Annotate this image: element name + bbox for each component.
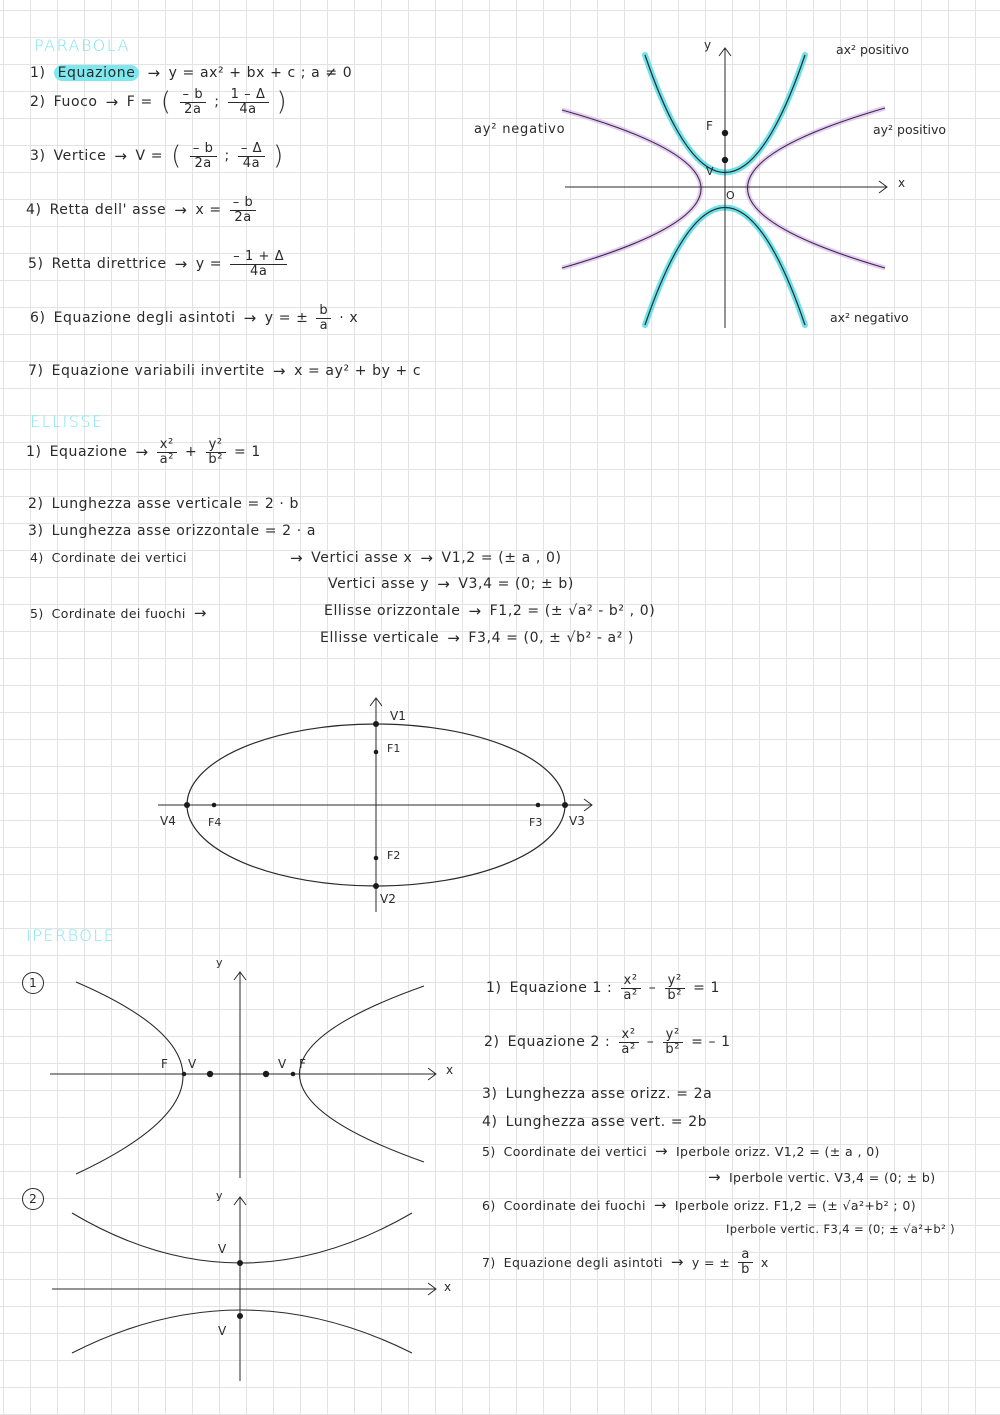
arrow-icon: → bbox=[272, 362, 287, 380]
fraction bbox=[180, 88, 207, 116]
item-number: 2) bbox=[28, 496, 44, 512]
formula-lhs: y = bbox=[195, 256, 223, 273]
ellisse-item-1 bbox=[26, 438, 261, 466]
numerator: y² bbox=[665, 974, 685, 989]
hyperbola-2-graph bbox=[40, 1185, 460, 1385]
fraction bbox=[230, 196, 257, 224]
item-number: 3) bbox=[482, 1086, 498, 1102]
item-number: 1) bbox=[486, 980, 502, 997]
f2-point bbox=[374, 856, 379, 861]
paren-open: ( bbox=[171, 141, 182, 172]
item-label: Coordinate dei vertici bbox=[503, 1143, 647, 1159]
arrow-icon: → bbox=[468, 602, 482, 620]
formula-lhs: V = bbox=[135, 148, 164, 165]
arrow-icon: → bbox=[243, 309, 257, 328]
fraction bbox=[316, 304, 331, 332]
ellisse-item-3 bbox=[28, 523, 316, 539]
arrow-icon: → bbox=[174, 201, 188, 220]
formula-lhs: F = bbox=[126, 94, 153, 111]
sub-text: Iperbole vertic. V3,4 = (0; ± b) bbox=[728, 1169, 936, 1185]
arrow-icon: → bbox=[105, 93, 119, 112]
v1-label: V1 bbox=[390, 709, 406, 723]
focus-label: F bbox=[706, 119, 713, 133]
iperbole-heading: IPERBOLE bbox=[26, 926, 116, 945]
v-left-label: V bbox=[188, 1057, 197, 1071]
parabola-graph bbox=[540, 30, 990, 340]
y-axis-label: y bbox=[704, 38, 712, 52]
item-text: Lunghezza asse orizz. = 2a bbox=[505, 1086, 713, 1102]
parabola-item-1 bbox=[30, 64, 352, 82]
item-label: Equazione bbox=[54, 65, 140, 81]
sub-label: Vertici asse x bbox=[311, 550, 413, 566]
numerator: x² bbox=[157, 438, 177, 453]
f4-label: F4 bbox=[208, 816, 222, 829]
numerator: x² bbox=[619, 1028, 639, 1043]
denominator: a² bbox=[623, 987, 638, 1003]
item-number: 4) bbox=[30, 550, 44, 565]
v-right-point bbox=[263, 1071, 269, 1077]
item-label: Equazione 1 : bbox=[509, 980, 613, 997]
item-label: Equazione degli asintoti bbox=[53, 310, 236, 327]
item-label: Retta dell' asse bbox=[49, 202, 167, 219]
fraction bbox=[190, 142, 217, 170]
v-bottom-label: V bbox=[218, 1324, 227, 1338]
arrow-icon: → bbox=[437, 575, 451, 593]
f4-point bbox=[212, 803, 217, 808]
x-axis-label: x bbox=[446, 1063, 454, 1077]
f-right-label: F bbox=[299, 1057, 306, 1071]
item-number: 3) bbox=[28, 523, 44, 539]
parabola-item-6 bbox=[30, 304, 358, 332]
parabola-item-5 bbox=[28, 250, 287, 278]
arrow-icon: → bbox=[654, 1142, 668, 1160]
arrow-icon: → bbox=[447, 629, 461, 647]
origin-label: O bbox=[726, 189, 735, 202]
v2-label: V2 bbox=[380, 892, 396, 906]
operator: – bbox=[648, 980, 657, 997]
item-label: Equazione degli asintoti bbox=[503, 1254, 663, 1270]
iperbole-item-1 bbox=[486, 974, 720, 1002]
fraction bbox=[228, 88, 269, 116]
numerator: a bbox=[738, 1248, 752, 1263]
formula-lhs: y = ± bbox=[691, 1254, 731, 1270]
denominator: a bbox=[319, 317, 329, 333]
v2-point bbox=[373, 883, 379, 889]
fraction bbox=[205, 438, 226, 466]
v-top-label: V bbox=[218, 1242, 227, 1256]
label-ay2-positive: ay² positivo bbox=[873, 122, 947, 137]
numerator: – Δ bbox=[238, 142, 265, 157]
v-bottom-point bbox=[237, 1313, 243, 1319]
sub-label: Ellisse orizzontale bbox=[324, 603, 461, 619]
item-label: Fuoco bbox=[53, 94, 98, 111]
arrow-icon: → bbox=[670, 1253, 684, 1272]
formula-rhs: x bbox=[760, 1254, 769, 1270]
item-number: 1) bbox=[30, 65, 46, 81]
f1-point bbox=[374, 750, 379, 755]
v-left-point bbox=[207, 1071, 213, 1077]
item-label: Cordinate dei fuochi bbox=[51, 605, 186, 621]
paren-open: ( bbox=[160, 87, 172, 118]
denominator: 4a bbox=[239, 101, 257, 117]
ellisse-heading: ELLISSE bbox=[30, 412, 104, 431]
fraction bbox=[738, 1248, 753, 1276]
ellisse-item-5 bbox=[30, 604, 207, 622]
separator: ; bbox=[214, 94, 220, 111]
f3-label: F3 bbox=[529, 816, 543, 829]
graph-2-marker: 2 bbox=[22, 1188, 44, 1210]
y-axis-label: y bbox=[216, 956, 223, 969]
sub-formula: V1,2 = (± a , 0) bbox=[441, 550, 562, 566]
f1-label: F1 bbox=[387, 742, 401, 755]
item-label: Equazione 2 : bbox=[507, 1034, 611, 1051]
item-number: 2) bbox=[30, 94, 46, 111]
formula-rhs: · x bbox=[339, 310, 359, 327]
ellisse-item-4 bbox=[30, 550, 187, 565]
fraction bbox=[662, 1028, 683, 1056]
formula-rhs: = 1 bbox=[234, 444, 261, 461]
formula-rhs: = – 1 bbox=[691, 1034, 731, 1051]
ellisse-graph bbox=[150, 690, 610, 915]
v3-point bbox=[562, 802, 568, 808]
iperbole-item-3 bbox=[482, 1086, 712, 1102]
hyperbola-1-graph bbox=[40, 950, 460, 1180]
denominator: 2a bbox=[194, 155, 212, 171]
label-ax2-positive: ax² positivo bbox=[836, 42, 910, 57]
paren-close: ) bbox=[276, 87, 288, 118]
sub-text: Iperbole vertic. F3,4 = (0; ± √a²+b² ) bbox=[726, 1222, 956, 1236]
denominator: 2a bbox=[234, 209, 252, 225]
arrow-icon: → bbox=[290, 549, 304, 567]
sub-label: Ellisse verticale bbox=[320, 630, 440, 646]
item-label: Vertice bbox=[53, 148, 107, 165]
item-label: Equazione variabili invertite bbox=[51, 363, 265, 379]
ellisse-item-5-line-a bbox=[324, 602, 655, 620]
item-number: 6) bbox=[30, 310, 46, 327]
denominator: b² bbox=[665, 1041, 681, 1057]
iperbole-item-5 bbox=[482, 1142, 880, 1160]
numerator: y² bbox=[663, 1028, 683, 1043]
denominator: 4a bbox=[242, 155, 261, 171]
sub-label: Vertici asse y bbox=[328, 576, 430, 592]
denominator: b bbox=[741, 1261, 750, 1277]
iperbole-item-2 bbox=[484, 1028, 731, 1056]
v4-label: V4 bbox=[160, 814, 176, 828]
arrow-icon: → bbox=[193, 604, 207, 622]
arrow-icon: → bbox=[174, 255, 188, 274]
item-number: 7) bbox=[482, 1254, 496, 1270]
fraction bbox=[664, 974, 685, 1002]
denominator: a² bbox=[159, 451, 175, 467]
fraction bbox=[618, 1028, 638, 1056]
iperbole-item-4 bbox=[482, 1114, 707, 1130]
ellisse-item-4-line-b bbox=[328, 575, 574, 593]
fraction bbox=[157, 438, 177, 466]
v3-label: V3 bbox=[569, 814, 585, 828]
parabola-item-7 bbox=[28, 362, 421, 380]
item-label: Equazione bbox=[49, 444, 128, 461]
arrow-icon: → bbox=[114, 147, 128, 166]
iperbole-item-6 bbox=[482, 1196, 916, 1214]
f2-label: F2 bbox=[387, 849, 401, 862]
numerator: – b bbox=[190, 142, 217, 157]
separator: ; bbox=[224, 148, 230, 165]
numerator: – b bbox=[230, 196, 257, 211]
iperbole-item-6-line-b bbox=[726, 1222, 955, 1236]
item-number: 5) bbox=[28, 256, 44, 273]
vertex-label: V bbox=[706, 165, 714, 178]
graph-1-marker: 1 bbox=[22, 972, 44, 994]
formula: y = ax² + bx + c ; a ≠ 0 bbox=[168, 65, 353, 81]
operator: + bbox=[185, 444, 198, 461]
parabola-item-3 bbox=[30, 142, 284, 170]
arrow-icon: → bbox=[708, 1168, 721, 1186]
numerator: – b bbox=[180, 88, 207, 103]
hyperbola-2-top-branch bbox=[72, 1213, 412, 1263]
v4-point bbox=[184, 802, 190, 808]
sub-formula: F3,4 = (0, ± √b² - a² ) bbox=[468, 630, 635, 646]
item-number: 5) bbox=[30, 605, 44, 621]
numerator: x² bbox=[621, 974, 641, 989]
f-right-point bbox=[291, 1072, 296, 1077]
numerator: y² bbox=[206, 438, 226, 453]
vertex-point bbox=[722, 157, 728, 163]
ellisse-item-4-line-a bbox=[290, 549, 562, 567]
f-left-label: F bbox=[161, 1057, 168, 1071]
x-axis-label: x bbox=[444, 1280, 452, 1294]
parabola-item-2 bbox=[30, 88, 287, 116]
sub-formula: F1,2 = (± √a² - b² , 0) bbox=[489, 603, 656, 619]
label-ay2-negative-text: ay² negativo bbox=[474, 122, 566, 137]
iperbole-item-5-line-b bbox=[708, 1168, 935, 1186]
sub-text: Iperbole orizz. V1,2 = (± a , 0) bbox=[675, 1143, 880, 1159]
focus-point bbox=[722, 130, 728, 136]
v-top-point bbox=[237, 1260, 243, 1266]
denominator: b² bbox=[667, 987, 683, 1003]
iperbole-item-7 bbox=[482, 1248, 769, 1276]
item-label: Cordinate dei vertici bbox=[51, 550, 187, 565]
item-number: 1) bbox=[26, 444, 42, 461]
item-number: 5) bbox=[482, 1143, 496, 1159]
denominator: 2a bbox=[184, 101, 202, 117]
denominator: a² bbox=[621, 1041, 636, 1057]
item-text: Lunghezza asse orizzontale = 2 · a bbox=[51, 523, 316, 539]
formula-rhs: = 1 bbox=[693, 980, 720, 997]
item-number: 3) bbox=[30, 148, 46, 165]
hyperbola-1-left-branch bbox=[76, 982, 183, 1174]
item-number: 7) bbox=[28, 363, 44, 379]
ellisse-item-2 bbox=[28, 496, 299, 512]
formula-lhs: y = ± bbox=[264, 310, 309, 327]
paren-close: ) bbox=[273, 141, 284, 172]
x-axis-label: x bbox=[898, 176, 906, 190]
v1-point bbox=[373, 721, 379, 727]
fraction bbox=[238, 142, 265, 170]
fraction bbox=[620, 974, 640, 1002]
ellisse-item-5-line-b bbox=[320, 629, 634, 647]
formula: x = ay² + by + c bbox=[294, 363, 422, 379]
parabola-item-4 bbox=[26, 196, 256, 224]
numerator: b bbox=[316, 304, 331, 319]
y-axis-label: y bbox=[216, 1189, 223, 1202]
item-number: 4) bbox=[26, 202, 42, 219]
parabola-heading: PARABOLA bbox=[34, 36, 130, 55]
arrow-icon: → bbox=[653, 1196, 667, 1214]
item-number: 6) bbox=[482, 1197, 496, 1213]
denominator: 4a bbox=[249, 263, 268, 279]
sub-formula: V3,4 = (0; ± b) bbox=[458, 576, 574, 592]
sub-text: Iperbole orizz. F1,2 = (± √a²+b² ; 0) bbox=[674, 1197, 916, 1213]
f-left-point bbox=[182, 1072, 187, 1077]
arrow-icon: → bbox=[147, 64, 161, 82]
fraction bbox=[230, 250, 287, 278]
v-right-label: V bbox=[278, 1057, 287, 1071]
arrow-icon: → bbox=[135, 443, 149, 462]
denominator: b² bbox=[208, 451, 224, 467]
operator: – bbox=[646, 1034, 655, 1051]
item-text: Lunghezza asse vert. = 2b bbox=[505, 1114, 708, 1130]
item-number: 2) bbox=[484, 1034, 500, 1051]
numerator: – 1 + Δ bbox=[230, 250, 287, 265]
item-label: Retta direttrice bbox=[51, 256, 167, 273]
numerator: 1 – Δ bbox=[228, 88, 269, 103]
formula-lhs: x = bbox=[195, 202, 222, 219]
item-label: Coordinate dei fuochi bbox=[503, 1197, 646, 1213]
item-number: 4) bbox=[482, 1114, 498, 1130]
label-ax2-negative: ax² negativo bbox=[830, 310, 909, 325]
f3-point bbox=[536, 803, 541, 808]
arrow-icon: → bbox=[420, 549, 434, 567]
item-text: Lunghezza asse verticale = 2 · b bbox=[51, 496, 299, 512]
